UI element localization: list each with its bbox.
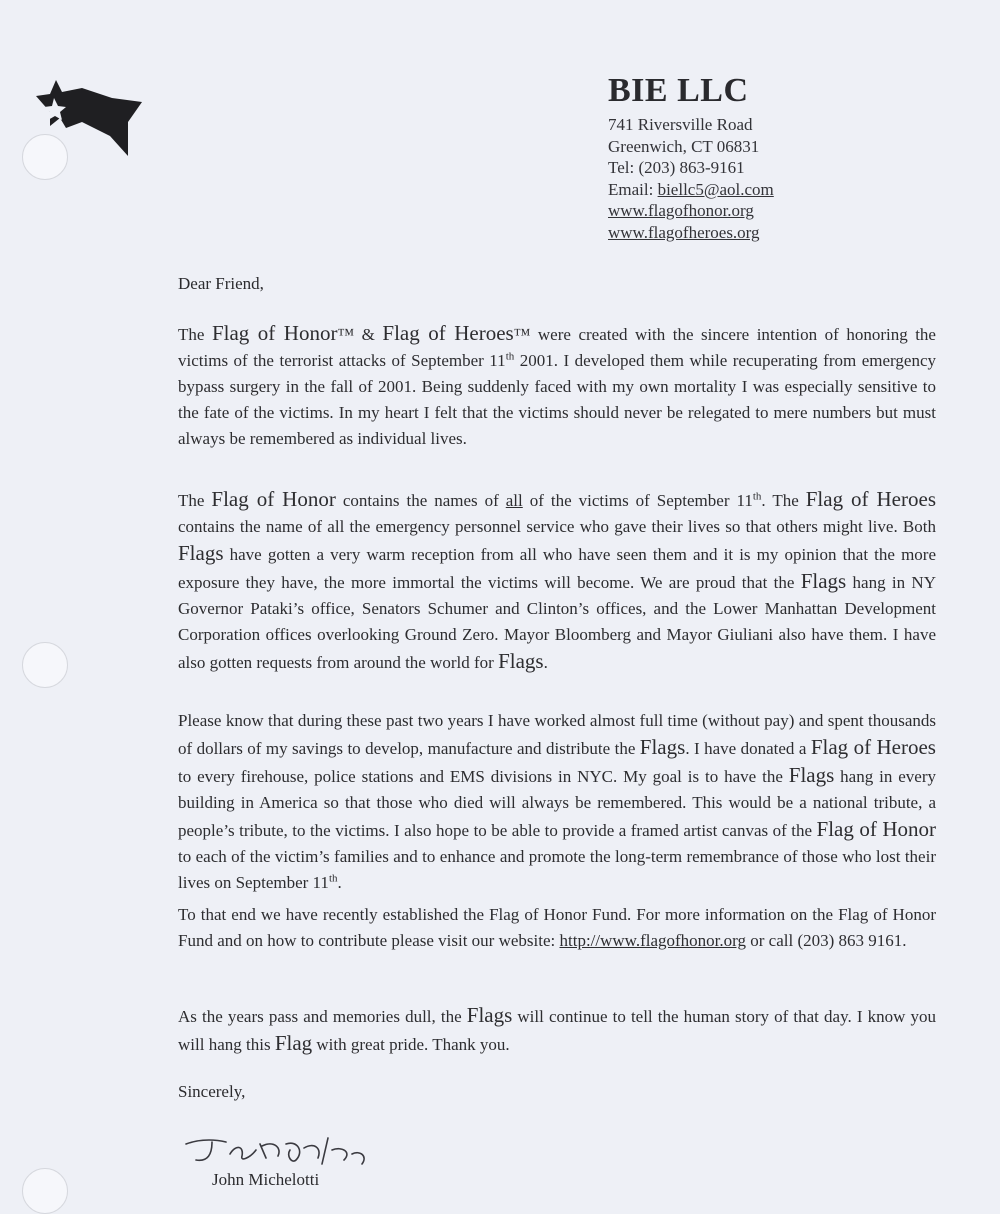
emphasis-all: all bbox=[505, 491, 523, 510]
paragraph-2: The Flag of Honor contains the names of all of the victims of September 11th. The Flag of Heroes contains the name of all the emergency personnel service who gave their lives so that others might live. Both Flags have gotten a very warm reception from all who have seen them and it is my opinion that the more exposure they have, the more immortal the victims will become. We are proud that the Flags hang in NY Governor Pataki’s office, Senators Schumer and Clinton’s offices, and the Lower Manhattan Development Corporation offices overlooking Ground Zero. Mayor Bloomberg and Mayor Giuliani also have them. I have also gotten requests from around the world for Flags. bbox=[178, 487, 936, 673]
flag-of-honor-name: Flag of Honor bbox=[211, 321, 338, 345]
flag-of-heroes-name: Flag of Heroes bbox=[805, 487, 936, 511]
flags-word: Flags bbox=[466, 1003, 513, 1027]
closing: Sincerely, bbox=[178, 1082, 246, 1101]
website-link-honor[interactable]: www.flagofhonor.org bbox=[608, 201, 754, 220]
email-line bbox=[608, 179, 774, 201]
flags-word: Flags bbox=[498, 649, 544, 673]
paragraph-3: Please know that during these past two years I have worked almost full time (without pay) and spent thousands of dollars of my savings to develop, manufacture and distribute the Flags. I have donated a Flag of Heroes to every firehouse, police stations and EMS divisions in NYC. My goal is to have the Flags hang in every building in America so that those who died will always be remembered. This would be a national tribute, a people’s tribute, to the victims. I also hope to be able to provide a framed artist canvas of the Flag of Honor to each of the victim’s families and to enhance and promote the long-term remembrance of those who lost their lives on September 11th. bbox=[178, 711, 936, 892]
address-line-2: Greenwich, CT 06831 bbox=[608, 136, 760, 156]
email-link[interactable]: biellc5@aol.com bbox=[657, 179, 774, 199]
flag-of-heroes-name: Flag of Heroes bbox=[382, 321, 514, 345]
fund-website-link[interactable]: http://www.flagofhonor.org bbox=[559, 931, 747, 950]
signer-name: John Michelotti bbox=[212, 1170, 320, 1189]
telephone: Tel: (203) 863-9161 bbox=[608, 158, 745, 177]
flag-word: Flag bbox=[274, 1031, 313, 1055]
flags-word: Flags bbox=[788, 763, 835, 787]
flag-of-honor-name: Flag of Honor bbox=[211, 487, 336, 511]
punch-hole bbox=[22, 642, 68, 688]
address-line-1: 741 Riversville Road bbox=[608, 115, 753, 134]
punch-hole bbox=[22, 1168, 68, 1214]
paragraph-4: To that end we have recently established the Flag of Honor Fund. For more information on the Flag of Honor Fund and on how to contribute please visit our website: http://www.flagofhonor.org or call (203) 863 9161. bbox=[178, 905, 936, 950]
flag-of-heroes-name: Flag of Heroes bbox=[810, 735, 936, 759]
flags-word: Flags bbox=[800, 569, 847, 593]
website-link-heroes[interactable]: www.flagofheroes.org bbox=[608, 222, 760, 242]
paragraph-5: As the years pass and memories dull, the Flags will continue to tell the human story of that day. I know you will hang this Flag with great pride. Thank you. bbox=[178, 1003, 936, 1055]
email-label: Email: bbox=[608, 179, 658, 199]
flag-of-honor-name: Flag of Honor bbox=[816, 817, 936, 841]
star-flag-icon bbox=[30, 74, 145, 159]
paragraph-1: The Flag of Honor™ & Flag of Heroes™ were created with the sincere intention of honoring the victims of the terrorist attacks of September 11th 2001. I developed them while recuperating from emergency bypass surgery in the fall of 2001. Being suddenly faced with my own mortality I was especially sensitive to the fate of the victims. In my heart I felt that the victims should never be relegated to mere numbers but must always be remembered as individual lives. bbox=[178, 321, 936, 448]
letterhead bbox=[608, 72, 774, 243]
flags-word: Flags bbox=[639, 735, 686, 759]
company-name: BIE LLC bbox=[608, 72, 749, 109]
signature-image bbox=[182, 1130, 377, 1170]
flags-word: Flags bbox=[178, 541, 224, 565]
greeting: Dear Friend, bbox=[178, 274, 264, 293]
